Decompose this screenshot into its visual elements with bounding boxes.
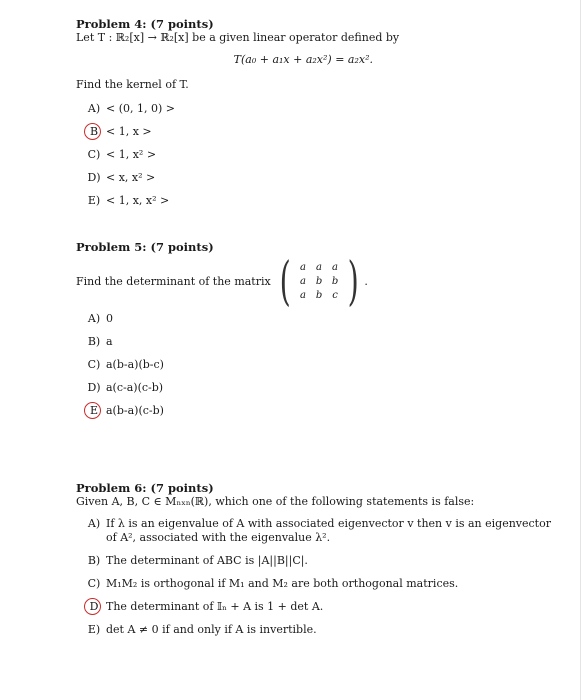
matrix-grid <box>295 261 343 303</box>
option-label: C) <box>87 577 101 590</box>
option-text: If λ is an eigenvalue of A with associated eigenvector v then v is an eigenvector of A², associated with the eigenvalue λ². <box>106 517 551 544</box>
problem-5-options <box>86 312 569 427</box>
matrix-cell: b <box>315 290 323 301</box>
option-text: < 1, x > <box>106 125 152 138</box>
right-paren: ) <box>347 252 359 312</box>
problem-4 <box>76 17 569 217</box>
option-text: 0 <box>106 312 113 325</box>
problem-4-intro: Let T : ℝ₂[x] → ℝ₂[x] be a given linear operator defined by <box>76 31 400 44</box>
option-b[interactable] <box>86 125 569 148</box>
problem-6-options <box>86 517 569 637</box>
option-e[interactable] <box>86 623 569 637</box>
matrix-cell: a <box>300 290 306 301</box>
option-text: M₁M₂ is orthogonal if M₁ and M₂ are both orthogonal matrices. <box>106 577 459 590</box>
problem-4-equation: T(a₀ + a₁x + a₂x²) = a₂x². <box>233 53 373 66</box>
option-text: The determinant of 𝕀ₙ + A is 1 + det A. <box>106 600 324 613</box>
option-label: A) <box>87 102 101 115</box>
option-b[interactable] <box>86 554 569 568</box>
problem-6-title: Problem 6: (7 points) <box>76 481 214 495</box>
option-label: E) <box>87 194 101 207</box>
option-text: a <box>106 335 113 348</box>
problem-5-question: Find the determinant of the matrix <box>76 275 271 288</box>
option-text: a(c-a)(c-b) <box>106 381 164 394</box>
problem-4-options <box>86 102 569 217</box>
matrix-cell: c <box>332 290 338 301</box>
option-label: B) <box>87 554 101 567</box>
option-label: E) <box>87 623 101 636</box>
matrix <box>275 252 368 312</box>
option-text: a(b-a)(b-c) <box>106 358 164 371</box>
option-b[interactable] <box>86 335 569 358</box>
option-text: < 1, x² > <box>106 148 157 161</box>
option-text: < (0, 1, 0) > <box>106 102 175 115</box>
option-c[interactable] <box>86 358 569 381</box>
option-c[interactable] <box>86 148 569 171</box>
matrix-cell: b <box>315 276 323 287</box>
option-label: D) <box>87 171 101 184</box>
option-d[interactable] <box>86 600 569 614</box>
problem-5-title: Problem 5: (7 points) <box>76 240 214 254</box>
matrix-period: . <box>364 275 368 288</box>
option-label: A) <box>87 517 101 530</box>
problem-4-title: Problem 4: (7 points) <box>76 17 214 31</box>
problem-4-question: Find the kernel of T. <box>76 78 189 91</box>
option-a[interactable] <box>86 102 569 125</box>
option-text: a(b-a)(c-b) <box>106 404 164 417</box>
option-text: < 1, x, x² > <box>106 194 170 207</box>
matrix-cell: a <box>316 262 322 273</box>
option-label: D) <box>87 381 101 394</box>
option-label: C) <box>87 358 101 371</box>
matrix-cell: b <box>331 276 339 287</box>
problem-6 <box>76 481 569 646</box>
option-a[interactable] <box>86 312 569 335</box>
option-label: B) <box>87 335 101 348</box>
problem-6-intro: Given A, B, C ∈ Mₙₓₙ(ℝ), which one of the following statements is false: <box>76 495 475 508</box>
page-edge-divider <box>580 0 581 700</box>
option-text: < x, x² > <box>106 171 156 184</box>
option-c[interactable] <box>86 577 569 591</box>
option-text: The determinant of ABC is |A||B||C|. <box>106 554 308 567</box>
option-d[interactable] <box>86 171 569 194</box>
problem-5-question-row <box>76 252 569 312</box>
option-d[interactable] <box>86 381 569 404</box>
problem-5 <box>76 240 569 427</box>
matrix-cell: a <box>300 276 306 287</box>
option-label: C) <box>87 148 101 161</box>
option-a[interactable] <box>86 517 569 545</box>
option-text: det A ≠ 0 if and only if A is invertible. <box>106 623 317 636</box>
matrix-cell: a <box>300 262 306 273</box>
left-paren: ( <box>279 252 291 312</box>
selected-option-label: E <box>86 404 102 418</box>
selected-option-label: B <box>86 125 102 139</box>
option-e[interactable] <box>86 404 569 427</box>
option-label: A) <box>87 312 101 325</box>
option-e[interactable] <box>86 194 569 217</box>
selected-option-label: D <box>86 600 102 614</box>
matrix-cell: a <box>332 262 338 273</box>
